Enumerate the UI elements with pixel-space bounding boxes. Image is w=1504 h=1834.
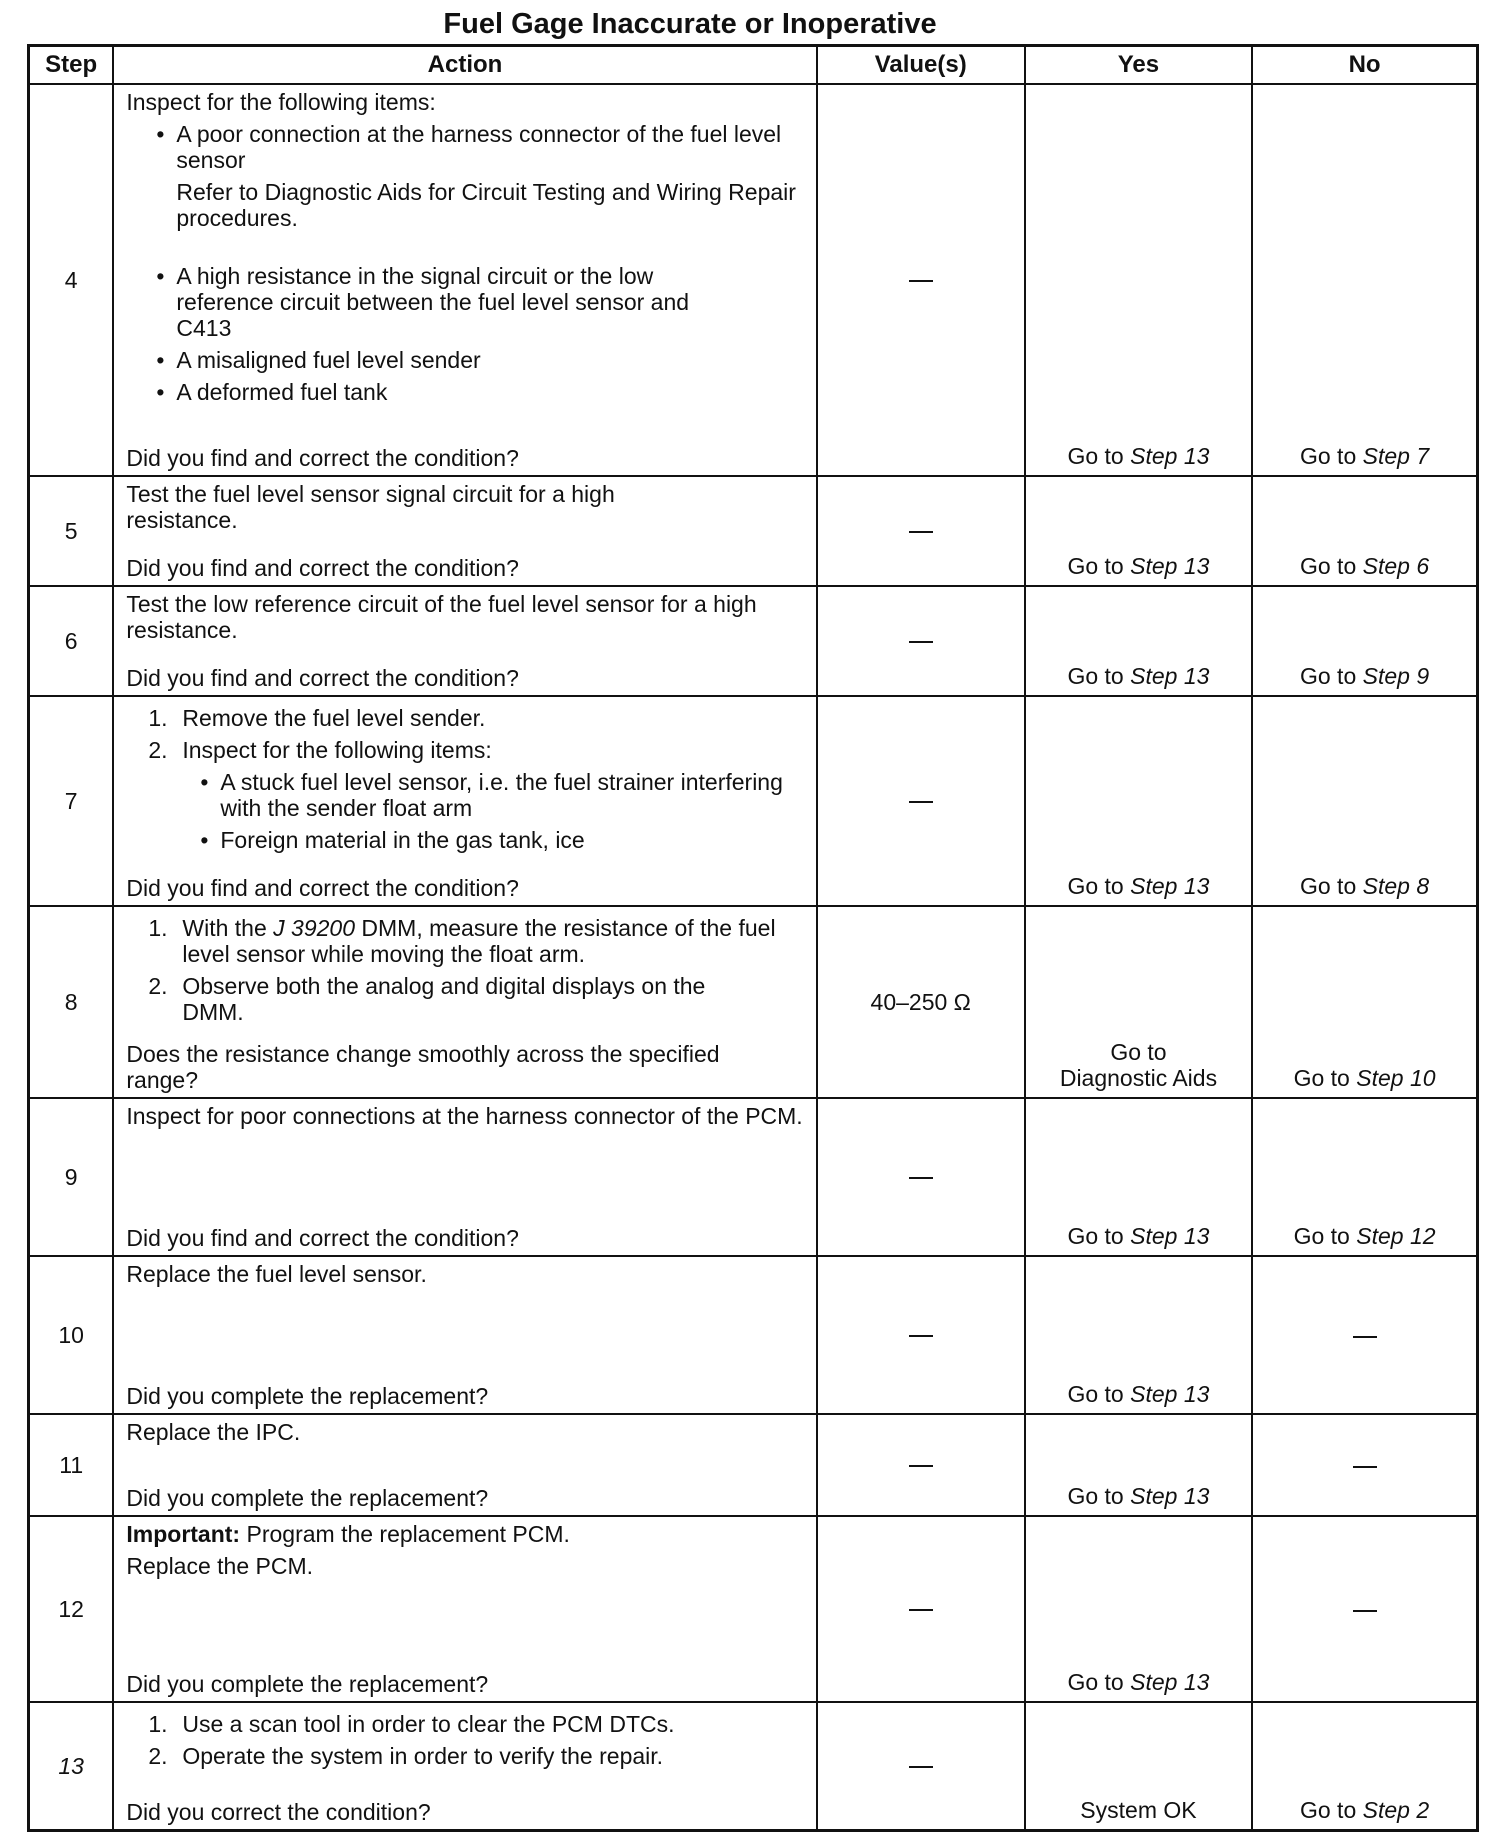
action-cell [113,1256,816,1414]
go-to-label: Go to [1067,1669,1124,1695]
numbered-item: 1. Use a scan tool in order to clear the PCM DTCs. [148,1711,675,1737]
yes-target-step: Step 13 [1130,873,1210,899]
no-cell [1252,1256,1477,1414]
action-text: Replace the fuel level sensor. [126,1261,427,1287]
yes-target-diagnostic-aids: Diagnostic Aids [1059,1065,1218,1091]
table-row [29,1256,1478,1414]
bullet-item: • A misaligned fuel level sender [126,347,805,373]
yes-cell [1025,84,1252,476]
go-to-label: Go to [1299,553,1357,579]
numbered-item: 1. Remove the fuel level sender. [148,705,486,731]
numbered-item: 2. Operate the system in order to verify the repair. [148,1743,664,1769]
action-cell [113,696,816,906]
table-row [29,1702,1478,1831]
no-target-step: Step 12 [1356,1223,1436,1249]
value-cell [817,1414,1025,1516]
go-to-label: Go to [1067,1381,1124,1407]
yes-cell [1025,476,1252,586]
yes-cell [1025,1516,1252,1702]
go-to-label: Go to [1293,1223,1350,1249]
go-to-label: Go to [1299,663,1357,689]
dash-mark [909,801,933,803]
header-step: Step [29,46,114,85]
no-cell [1252,1516,1477,1702]
yes-cell [1025,1098,1252,1256]
step-number: 11 [29,1414,114,1516]
sub-bullet-item: • A stuck fuel level sensor, i.e. the fuel strainer interfering with the sender float arm [126,769,805,821]
step-number: 6 [29,586,114,696]
action-question: Does the resistance change smoothly across the specified range? [126,1041,720,1093]
value-cell [817,586,1025,696]
yes-target-step: Step 13 [1130,1381,1210,1407]
dash-mark [909,1766,933,1768]
no-cell [1252,1702,1477,1831]
yes-target-step: Step 13 [1130,1669,1210,1695]
no-target-step: Step 6 [1362,553,1430,579]
action-intro: Inspect for the following items: [126,89,436,115]
action-text: Replace the IPC. [126,1419,301,1445]
yes-target-step: Step 13 [1130,1483,1210,1509]
yes-cell [1025,906,1252,1098]
dash-mark [909,1609,933,1611]
action-cell [113,906,816,1098]
go-to-label: Go to [1299,873,1357,899]
step-number: 9 [29,1098,114,1256]
dash-mark [909,280,933,282]
no-cell [1252,1098,1477,1256]
action-question: Did you find and correct the condition? [126,665,519,691]
no-cell [1252,1414,1477,1516]
no-cell [1252,696,1477,906]
dash-mark [1353,1336,1377,1338]
go-to-label: Go to [1067,663,1124,689]
value-cell [817,1098,1025,1256]
page-title: Fuel Gage Inaccurate or Inoperative [443,8,937,40]
action-question: Did you find and correct the condition? [126,1225,519,1251]
go-to-label: Go to [1067,873,1124,899]
value-cell: 40–250 Ω [817,906,1025,1098]
table-row [29,906,1478,1098]
yes-cell [1025,586,1252,696]
no-target-step: Step 8 [1362,873,1430,899]
reference-note: Refer to Diagnostic Aids for Circuit Testing and Wiring Repair procedures. [176,179,796,231]
action-text: Test the low reference circuit of the fuel level sensor for a high resistance. [126,591,757,643]
action-question: Did you correct the condition? [126,1799,431,1825]
no-cell [1252,84,1477,476]
no-target-step: Step 9 [1362,663,1430,689]
value-cell [817,84,1025,476]
dash-mark [909,531,933,533]
dash-mark [909,641,933,643]
go-to-label: Go to [1067,553,1124,579]
important-note: Important: Program the replacement PCM. [126,1521,570,1547]
step-number: 5 [29,476,114,586]
bullet-item: • A deformed fuel tank [126,379,805,405]
dash-mark [1353,1466,1377,1468]
step-number: 12 [29,1516,114,1702]
yes-cell [1025,696,1252,906]
action-cell [113,84,816,476]
yes-cell [1025,1256,1252,1414]
numbered-item: 2. Observe both the analog and digital displays on the DMM. [148,973,706,1025]
step-number: 10 [29,1256,114,1414]
no-target-step: Step 7 [1362,443,1430,469]
dash-mark [909,1177,933,1179]
go-to-label: Go to [1067,1223,1124,1249]
action-question: Did you find and correct the condition? [126,875,519,901]
table-row [29,586,1478,696]
no-cell [1252,906,1477,1098]
bullet-item: • A high resistance in the signal circuit or the low reference circuit between the fuel level sensor and C413 [126,263,805,341]
action-cell [113,1516,816,1702]
step-number: 13 [29,1702,114,1831]
header-action: Action [113,46,816,85]
go-to-label: Go to [1299,1797,1357,1823]
yes-target-step: Step 13 [1130,1223,1210,1249]
action-text: Inspect for poor connections at the harness connector of the PCM. [126,1103,803,1129]
value-cell [817,476,1025,586]
no-target-step: Step 2 [1362,1797,1430,1823]
go-to-label: Go to [1067,1483,1124,1509]
numbered-item: 1. With the J 39200 DMM, measure the resistance of the fuel level sensor while moving the float arm. [148,915,776,967]
action-question: Did you complete the replacement? [126,1671,489,1697]
dash-mark [909,1335,933,1337]
go-to-label: Go to [1293,1065,1350,1091]
diagnostic-table [27,44,1479,1832]
go-to-label: Go to [1067,443,1124,469]
table-row [29,1414,1478,1516]
action-cell [113,586,816,696]
no-cell [1252,476,1477,586]
yes-cell: System OK [1025,1702,1252,1831]
header-values: Value(s) [817,46,1025,85]
action-question: Did you complete the replacement? [126,1485,489,1511]
value-cell [817,696,1025,906]
go-to-label: Go to [1299,443,1357,469]
yes-target-step: Step 13 [1130,663,1210,689]
table-row [29,1516,1478,1702]
step-number: 7 [29,696,114,906]
table-row [29,1098,1478,1256]
step-number: 8 [29,906,114,1098]
action-text: Replace the PCM. [126,1553,314,1579]
yes-go-to: Go to [1110,1039,1167,1065]
no-cell [1252,586,1477,696]
table-row [29,84,1478,476]
action-question: Did you find and correct the condition? [126,555,519,581]
action-cell [113,1414,816,1516]
table-header-row [29,46,1478,85]
value-cell [817,1516,1025,1702]
dash-mark [909,1465,933,1467]
yes-target-step: Step 13 [1130,553,1210,579]
action-question: Did you complete the replacement? [126,1383,489,1409]
numbered-item: 2. Inspect for the following items: [148,737,492,763]
value-cell [817,1702,1025,1831]
action-cell [113,1702,816,1831]
value-cell [817,1256,1025,1414]
table-row [29,476,1478,586]
action-text: Test the fuel level sensor signal circuit for a high resistance. [126,481,615,533]
header-no: No [1252,46,1477,85]
step-number: 4 [29,84,114,476]
yes-target-step: Step 13 [1130,443,1210,469]
action-question: Did you find and correct the condition? [126,445,519,471]
bullet-item: • A poor connection at the harness connector of the fuel level sensor [126,121,805,173]
action-cell [113,1098,816,1256]
header-yes: Yes [1025,46,1252,85]
yes-cell [1025,1414,1252,1516]
no-target-step: Step 10 [1356,1065,1436,1091]
table-row [29,696,1478,906]
action-cell [113,476,816,586]
tool-name: J 39200 [273,915,355,941]
sub-bullet-item: • Foreign material in the gas tank, ice [126,827,805,853]
dash-mark [1353,1610,1377,1612]
